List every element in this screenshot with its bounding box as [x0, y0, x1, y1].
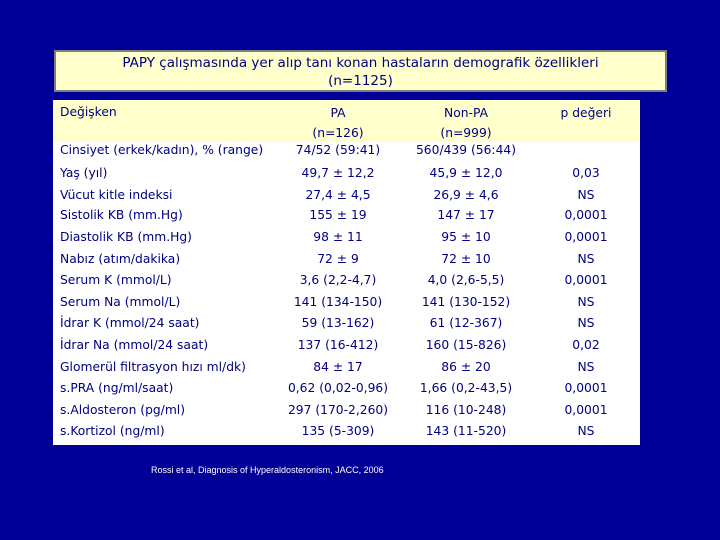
header-nonpa-count: (n=999)	[440, 126, 492, 140]
cell-p: 0,0001	[564, 208, 608, 222]
cell-p: 0,03	[572, 166, 600, 180]
cell-p: NS	[577, 316, 595, 330]
cell-p: 0,0001	[564, 403, 608, 417]
demographics-table	[53, 100, 640, 445]
cell-p: 0,02	[572, 338, 600, 352]
slide-subtitle: (n=1125)	[328, 73, 393, 89]
cell-nonpa: 95 ± 10	[441, 230, 491, 244]
header-variable: Değişken	[60, 105, 117, 119]
cell-nonpa: 86 ± 20	[441, 360, 491, 374]
cell-label: Serum K (mmol/L)	[60, 273, 172, 287]
cell-p: 0,0001	[564, 273, 608, 287]
cell-label: Vücut kitle indeksi	[60, 188, 173, 202]
cell-p: 0,0001	[564, 230, 608, 244]
cell-nonpa: 72 ± 10	[441, 252, 491, 266]
cell-label: İdrar Na (mmol/24 saat)	[60, 338, 209, 352]
cell-pa: 84 ± 17	[313, 360, 363, 374]
header-pa	[276, 103, 400, 143]
cell-pa: 135 (5-309)	[301, 424, 375, 438]
cell-p: NS	[577, 360, 595, 374]
cell-nonpa: 143 (11-520)	[425, 424, 507, 438]
cell-nonpa: 4,0 (2,6-5,5)	[427, 273, 505, 287]
header-pa-count: (n=126)	[312, 126, 364, 140]
slide-title-box	[54, 50, 667, 92]
cell-p: NS	[577, 188, 595, 202]
cell-pa: 74/52 (59:41)	[295, 143, 381, 157]
header-nonpa-label: Non-PA	[444, 106, 488, 120]
citation: Rossi et al, Diagnosis of Hyperaldosteronism, JACC, 2006	[151, 465, 384, 475]
cell-label: s.PRA (ng/ml/saat)	[60, 381, 174, 395]
cell-p: NS	[577, 424, 595, 438]
header-nonpa	[400, 103, 532, 143]
cell-nonpa: 1,66 (0,2-43,5)	[419, 381, 513, 395]
cell-p: NS	[577, 252, 595, 266]
cell-nonpa: 45,9 ± 12,0	[429, 166, 503, 180]
cell-pa: 72 ± 9	[317, 252, 359, 266]
cell-nonpa: 160 (15-826)	[425, 338, 507, 352]
slide-title: PAPY çalışmasında yer alıp tanı konan hastaların demografik özellikleri	[122, 55, 599, 71]
cell-label: s.Kortizol (ng/ml)	[60, 424, 165, 438]
cell-nonpa: 560/439 (56:44)	[415, 143, 517, 157]
cell-label: İdrar K (mmol/24 saat)	[60, 316, 200, 330]
cell-pa: 155 ± 19	[309, 208, 367, 222]
cell-p: 0,0001	[564, 381, 608, 395]
cell-nonpa: 141 (130-152)	[421, 295, 511, 309]
header-pa-label: PA	[330, 106, 346, 120]
cell-pa: 27,4 ± 4,5	[305, 188, 371, 202]
header-pvalue: p değeri	[560, 106, 612, 120]
cell-label: Glomerül filtrasyon hızı ml/dk)	[60, 360, 246, 374]
cell-pa: 98 ± 11	[313, 230, 363, 244]
cell-label: Sistolik KB (mm.Hg)	[60, 208, 183, 222]
cell-pa: 141 (134-150)	[293, 295, 383, 309]
table-header-row	[53, 100, 640, 142]
cell-pa: 3,6 (2,2-4,7)	[299, 273, 377, 287]
cell-nonpa: 61 (12-367)	[429, 316, 503, 330]
cell-pa: 0,62 (0,02-0,96)	[287, 381, 389, 395]
cell-pa: 297 (170-2,260)	[287, 403, 389, 417]
cell-label: Nabız (atım/dakika)	[60, 252, 181, 266]
cell-nonpa: 26,9 ± 4,6	[433, 188, 499, 202]
cell-label: Yaş (yıl)	[60, 166, 108, 180]
cell-label: Diastolik KB (mm.Hg)	[60, 230, 192, 244]
cell-label: Serum Na (mmol/L)	[60, 295, 181, 309]
cell-label: s.Aldosteron (pg/ml)	[60, 403, 186, 417]
cell-p: NS	[577, 295, 595, 309]
cell-nonpa: 147 ± 17	[437, 208, 495, 222]
cell-nonpa: 116 (10-248)	[425, 403, 507, 417]
cell-pa: 137 (16-412)	[297, 338, 379, 352]
cell-pa: 59 (13-162)	[301, 316, 375, 330]
cell-label: Cinsiyet (erkek/kadın), % (range)	[60, 143, 264, 157]
cell-pa: 49,7 ± 12,2	[301, 166, 375, 180]
